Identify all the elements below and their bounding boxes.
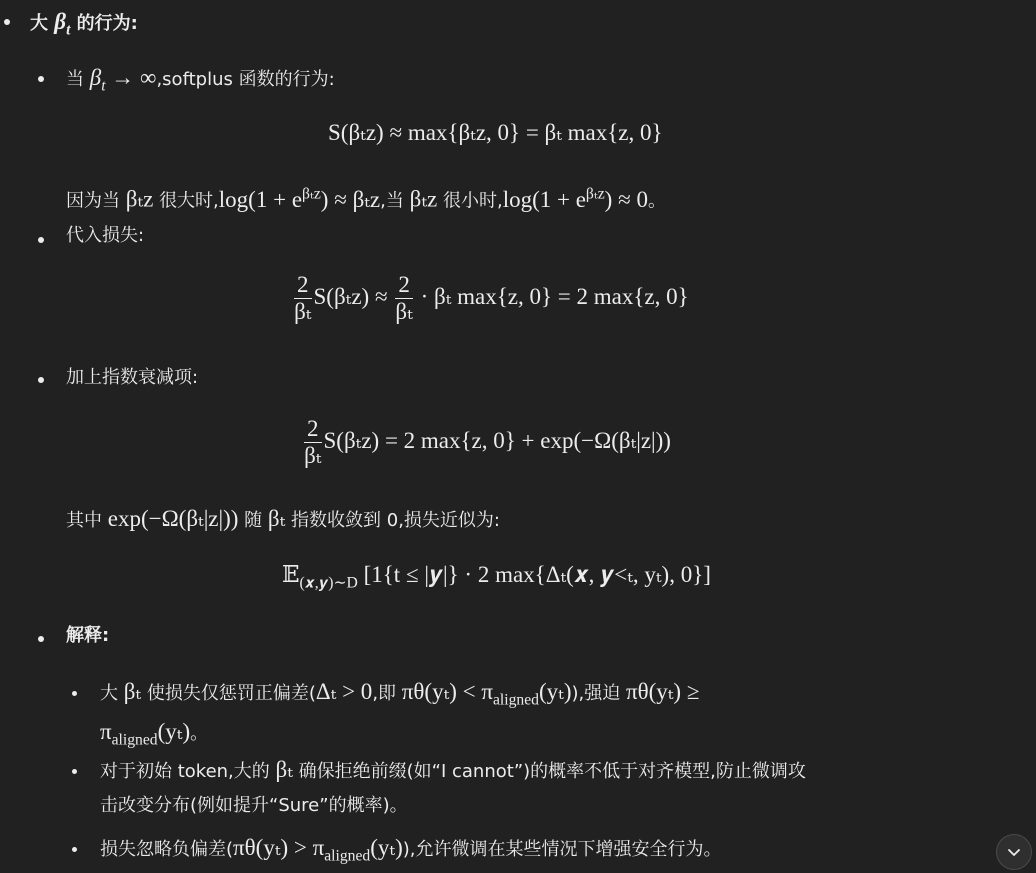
bullet-main [4, 19, 10, 25]
list-item-bullet [72, 769, 77, 774]
bullet-softplus [38, 76, 44, 82]
list-item: 大 βₜ 使损失仅惩罚正偏差(Δₜ > 0,即 $\pi\theta(y_t) < \pi_{aligned}(y_t)$),强迫 πθ(yₜ) ≥ [100, 679, 700, 709]
softplus-equation: S(βₜz) ≈ max{βₜz, 0} = βₜ max{z, 0} [328, 120, 663, 145]
expectation-equation: 𝔼$_{(𝒙,𝒚)\sim D}$ [1{t ≤ |𝒚|} · 2 max{Δₜ(𝒙, 𝒚<ₜ, yₜ), 0}] [282, 562, 711, 592]
scroll-to-bottom-button[interactable] [996, 834, 1032, 870]
fraction: $\frac{2}{\text{βₜ}}$ [294, 272, 312, 324]
list-item-continued: $\pi_{aligned}(y_t)$。 [100, 719, 209, 749]
decay-label: 加上指数衰减项: [66, 367, 199, 388]
list-item-continued: 击改变分布(例如提升“Sure”的概率)。 [100, 795, 408, 816]
softplus-intro: 当 $\beta_t$ → ∞,softplus 函数的行为: [66, 65, 335, 95]
list-item: 损失忽略负偏差$(\pi\theta(y_t) > \pi_{aligned}(y_t))$,允许微调在某些情况下增强安全行为。 [100, 835, 722, 865]
chevron-down-icon [1006, 844, 1022, 860]
substitute-label: 代入损失: [66, 225, 145, 246]
explain-label: 解释: [66, 625, 110, 646]
fraction: $\frac{2}{\text{βₜ}}$ [395, 272, 413, 324]
list-item-bullet [72, 691, 77, 696]
section-heading: 大 $\beta_t$ 的行为: [30, 9, 138, 39]
bullet-substitute [38, 237, 44, 243]
list-item: 对于初始 token,大的 βₜ 确保拒绝前缀(如“I cannot”)的概率不低于对齐模型,防止微调攻 [100, 757, 806, 782]
decay-equation: $\frac{2}{\text{βₜ}}$ S(βₜz) = 2 max{z, 0} + exp(−Ω(βₜ|z|)) [304, 416, 671, 468]
decay-note: 其中 exp(−Ω(βₜ|z|)) 随 βₜ 指数收敛到 0,损失近似为: [66, 506, 500, 531]
fraction: $\frac{2}{\text{βₜ}}$ [304, 416, 322, 468]
bullet-decay [38, 377, 44, 383]
substitute-equation: $\frac{2}{\text{βₜ}}$ S(βₜz) ≈ $\frac{2}{\text{βₜ}}$ · βₜ max{z, 0} = 2 max{z, 0} [294, 272, 689, 324]
softplus-reason: 因为当 βₜz 很大时$,\log(1 + e^{\beta_tz}) \approx \beta_tz$,当 βₜz 很小时$,\log(1 + e^{\beta_tz}) \approx 0$。 [66, 185, 666, 212]
bullet-explain [38, 636, 44, 642]
list-item-bullet [72, 847, 77, 852]
